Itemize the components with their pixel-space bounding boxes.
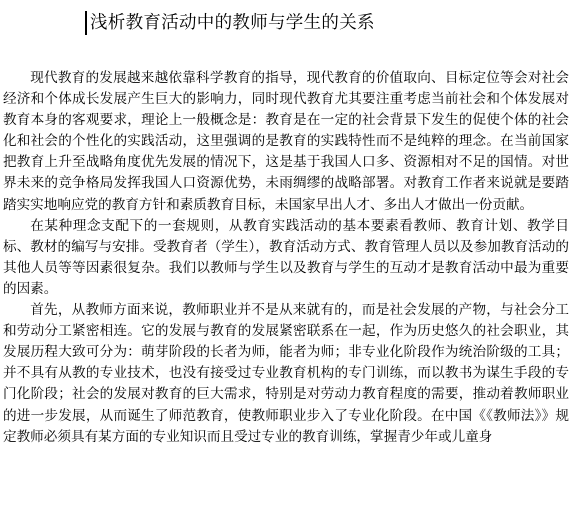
document-body [3,68,569,448]
paragraph-teacher-profession: 首先，从教师方面来说，教师职业并不是从来就有的，而是社会发展的产物，与社会分工和劳动分工紧密相连。它的发展与教育的发展紧密联系在一起，作为历史悠久的社会职业，其发展历程大致可分为：萌芽阶段的长者为师，能者为师；非专业化阶段作为统治阶级的工具；并不具有从教的专业技术，也没有接受过专业教育机构的专门训练，而以教书为谋生手段的专门化阶段；社会的发展对教育的巨大需求，特别是对劳动力教育程度的需要，推动着教师职业的进一步发展，从而诞生了师范教育，使教师职业步入了专业化阶段。在中国《《教师法》》规定教师必须具有某方面的专业知识而且受过专业的教育训练，掌握青少年或儿童身 [3,302,569,445]
document-title: 浅析教育活动中的教师与学生的关系 [90,13,375,33]
text-cursor [85,11,87,35]
paragraph-education-factors: 在某种理念支配下的一套规则，从教育实践活动的基本要素看教师、教育计划、教学目标、教材的编写与安排。受教育者（学生），教育活动方式、教育管理人员以及参加教育活动的其他人员等等因素很复杂。我们以教师与学生以及教育与学生的互动才是教育活动中最为重要的因素。 [3,217,569,297]
paragraph-intro: 现代教育的发展越来越依靠科学教育的指导，现代教育的价值取向、目标定位等会对社会经济和个体成长发展产生巨大的影响力，同时现代教育尤其要注重考虑当前社会和个体发展对教育本身的客观要求，理论上一般概念是：教育是在一定的社会背景下发生的促使个体的社会化和社会的个性化的实践活动，这里强调的是教育的实践特性而不是纯粹的理念。在当前国家把教育上升至战略角度优先发展的情况下，这是基于我国人口多、资源相对不足的国情。对世界未来的竞争格局发挥我国人口资源优势，未雨绸缪的战略部署。对教育工作者来说就是要踏踏实实地响应党的教育方针和素质教育目标，未国家早出人才、多出人才做出一份贡献。 [3,70,569,213]
